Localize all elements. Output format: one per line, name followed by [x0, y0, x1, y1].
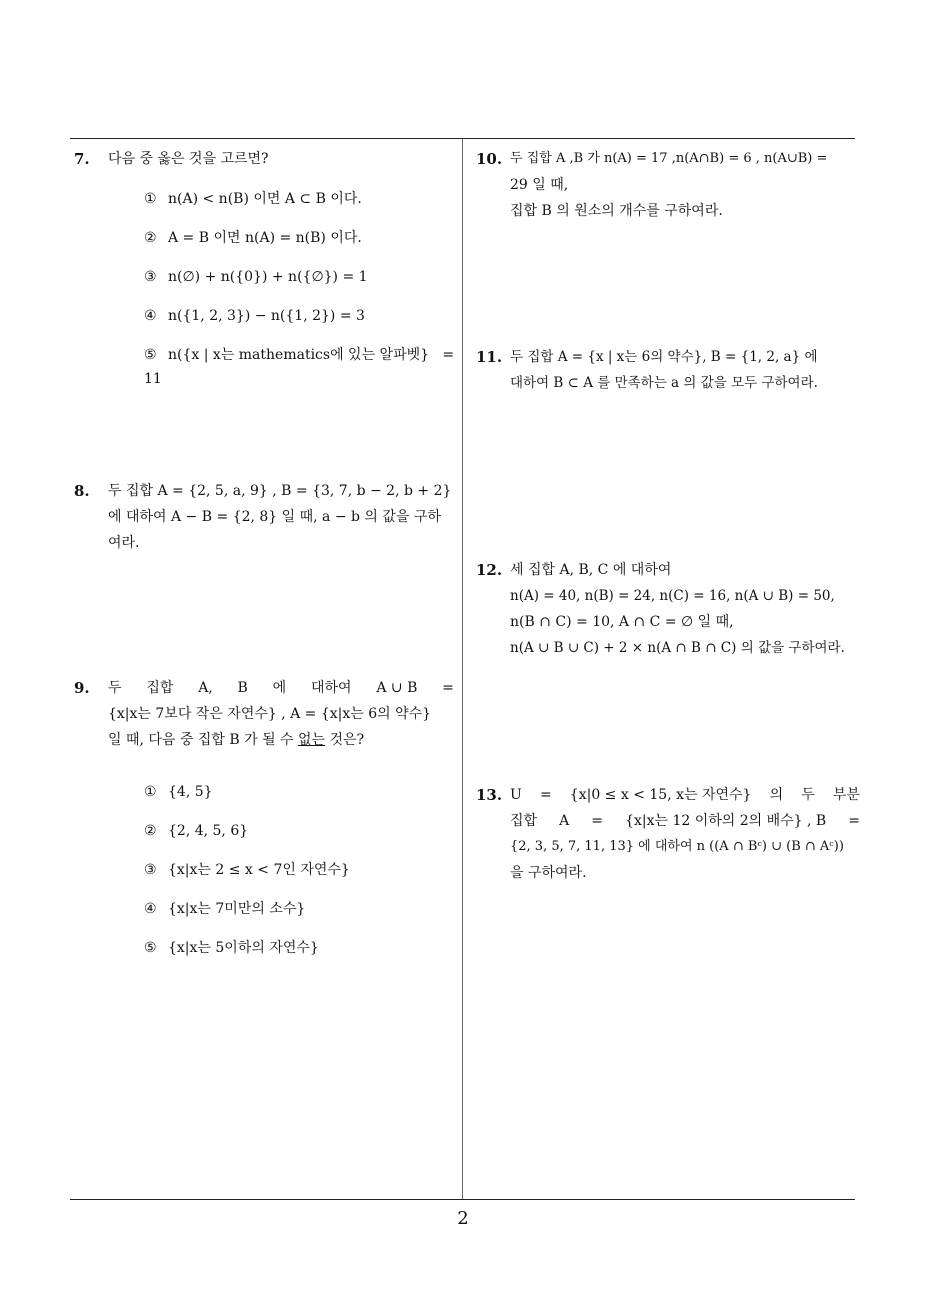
question-line-1 [510, 782, 860, 808]
word: {x|0 ≤ x < 15, x는 자연수} [569, 787, 752, 803]
problem-number: 10. [476, 150, 503, 168]
bottom-rule [70, 1199, 855, 1200]
choice-1[interactable] [144, 186, 459, 225]
word: 두 [801, 787, 815, 803]
choice-text: {4, 5} [168, 784, 213, 800]
problem-7 [74, 146, 459, 390]
question-line-3 [108, 727, 459, 753]
problem-8 [74, 478, 459, 556]
choice-mark: ② [144, 823, 157, 839]
word: U [510, 787, 522, 803]
choice-1[interactable] [144, 779, 459, 818]
choice-text: {x|x는 5이하의 자연수} [168, 940, 319, 956]
word: = [539, 787, 552, 803]
choice-text: n({x | x는 mathematics에 있는 알파벳} = [168, 347, 455, 363]
choice-mark: ④ [144, 308, 157, 324]
choice-2[interactable] [144, 818, 459, 857]
choice-list [144, 779, 459, 974]
question-line-4: 을 구하여라. [510, 865, 587, 881]
question-line-3: 여라. [108, 535, 140, 551]
question-line-4: n(A ∪ B ∪ C) + 2 × n(A ∩ B ∩ C) 의 값을 구하여라. [510, 640, 845, 656]
problem-11 [476, 344, 861, 396]
question-line-1: 두 집합 A = {x | x는 6의 약수}, B = {1, 2, a} 에 [510, 349, 818, 365]
text-segment: 일 때, 다음 중 집합 B 가 될 수 [108, 732, 299, 748]
choice-mark: ① [144, 191, 157, 207]
word: 대하여 [310, 680, 352, 696]
choice-mark: ① [144, 784, 157, 800]
choice-text: {x|x는 7미만의 소수} [168, 901, 306, 917]
question-line-2: {x|x는 7보다 작은 자연수} , A = {x|x는 6의 약수} [108, 706, 432, 722]
word: 에 [272, 680, 287, 696]
word: {x|x는 12 이하의 2의 배수} , B [625, 813, 827, 829]
choice-text: {2, 4, 5, 6} [168, 823, 249, 839]
problem-number: 8. [74, 482, 90, 500]
problem-number: 9. [74, 679, 90, 697]
choice-list [144, 186, 459, 390]
choice-mark: ② [144, 230, 157, 246]
choice-mark: ⑤ [144, 347, 157, 363]
word: 집합 [146, 680, 174, 696]
problem-number: 11. [476, 348, 503, 366]
choice-3[interactable] [144, 264, 459, 303]
question-line-2: 29 일 때, [510, 177, 569, 193]
choice-4[interactable] [144, 896, 459, 935]
page-number: 2 [457, 1208, 469, 1229]
choice-text: n(∅) + n({0}) + n({∅}) = 1 [168, 269, 368, 285]
choice-mark: ③ [144, 862, 157, 878]
choice-3[interactable] [144, 857, 459, 896]
question-line-3: 집합 B 의 원소의 개수를 구하여라. [510, 203, 723, 219]
choice-mark: ⑤ [144, 940, 157, 956]
choice-text: n(A) < n(B) 이면 A ⊂ B 이다. [168, 191, 362, 207]
choice-4[interactable] [144, 303, 459, 342]
word: A ∪ B [376, 680, 418, 696]
question-line-2: 대하여 B ⊂ A 를 만족하는 a 의 값을 모두 구하여라. [510, 375, 818, 391]
choice-text: A = B 이면 n(A) = n(B) 이다. [168, 230, 362, 246]
problem-13 [476, 782, 861, 886]
problem-9 [74, 675, 459, 974]
question-line-2 [510, 808, 860, 834]
problem-10 [476, 146, 861, 224]
question-text: 다음 중 옳은 것을 고르면? [108, 151, 269, 167]
problem-number: 13. [476, 786, 503, 804]
underlined-word: 없는 [298, 732, 326, 748]
choice-5[interactable] [144, 935, 459, 974]
question-line-3: n(B ∩ C) = 10, A ∩ C = ∅ 일 때, [510, 614, 734, 630]
text-segment: 것은? [325, 732, 365, 748]
question-line-3: {2, 3, 5, 7, 11, 13} 에 대하여 n ((A ∩ Bᶜ) ∪ (B ∩ Aᶜ)) [510, 839, 844, 854]
column-divider [462, 139, 463, 1199]
word: 집합 [510, 813, 538, 829]
problem-12 [476, 557, 861, 661]
question-line-1: 세 집합 A, B, C 에 대하여 [510, 562, 672, 578]
word: 의 [769, 787, 784, 803]
word: A [559, 813, 570, 829]
choice-text: {x|x는 2 ≤ x < 7인 자연수} [168, 862, 350, 878]
choice-2[interactable] [144, 225, 459, 264]
choice-text: n({1, 2, 3}) − n({1, 2}) = 3 [168, 308, 365, 324]
problem-number: 12. [476, 561, 503, 579]
word: = [848, 813, 860, 829]
word: 두 [108, 680, 122, 696]
choice-mark: ④ [144, 901, 157, 917]
question-line-2: n(A) = 40, n(B) = 24, n(C) = 16, n(A ∪ B) = 50, [510, 588, 835, 604]
word: = [591, 813, 604, 829]
word: 부분 [832, 787, 860, 803]
question-line-2: 에 대하여 A − B = {2, 8} 일 때, a − b 의 값을 구하 [108, 509, 441, 525]
word: B [237, 680, 248, 696]
word: = [442, 680, 454, 696]
word: A, [198, 680, 213, 696]
problem-number: 7. [74, 150, 90, 168]
question-line-1: 두 집합 A ,B 가 n(A) = 17 ,n(A∩B) = 6 , n(A∪B) = [510, 151, 828, 166]
question-line-1: 두 집합 A = {2, 5, a, 9} , B = {3, 7, b − 2, b + 2} [108, 483, 452, 499]
choice-5[interactable] [144, 342, 459, 390]
choice-text-continued: 11 [144, 371, 162, 387]
choice-mark: ③ [144, 269, 157, 285]
question-line-1 [108, 675, 454, 701]
